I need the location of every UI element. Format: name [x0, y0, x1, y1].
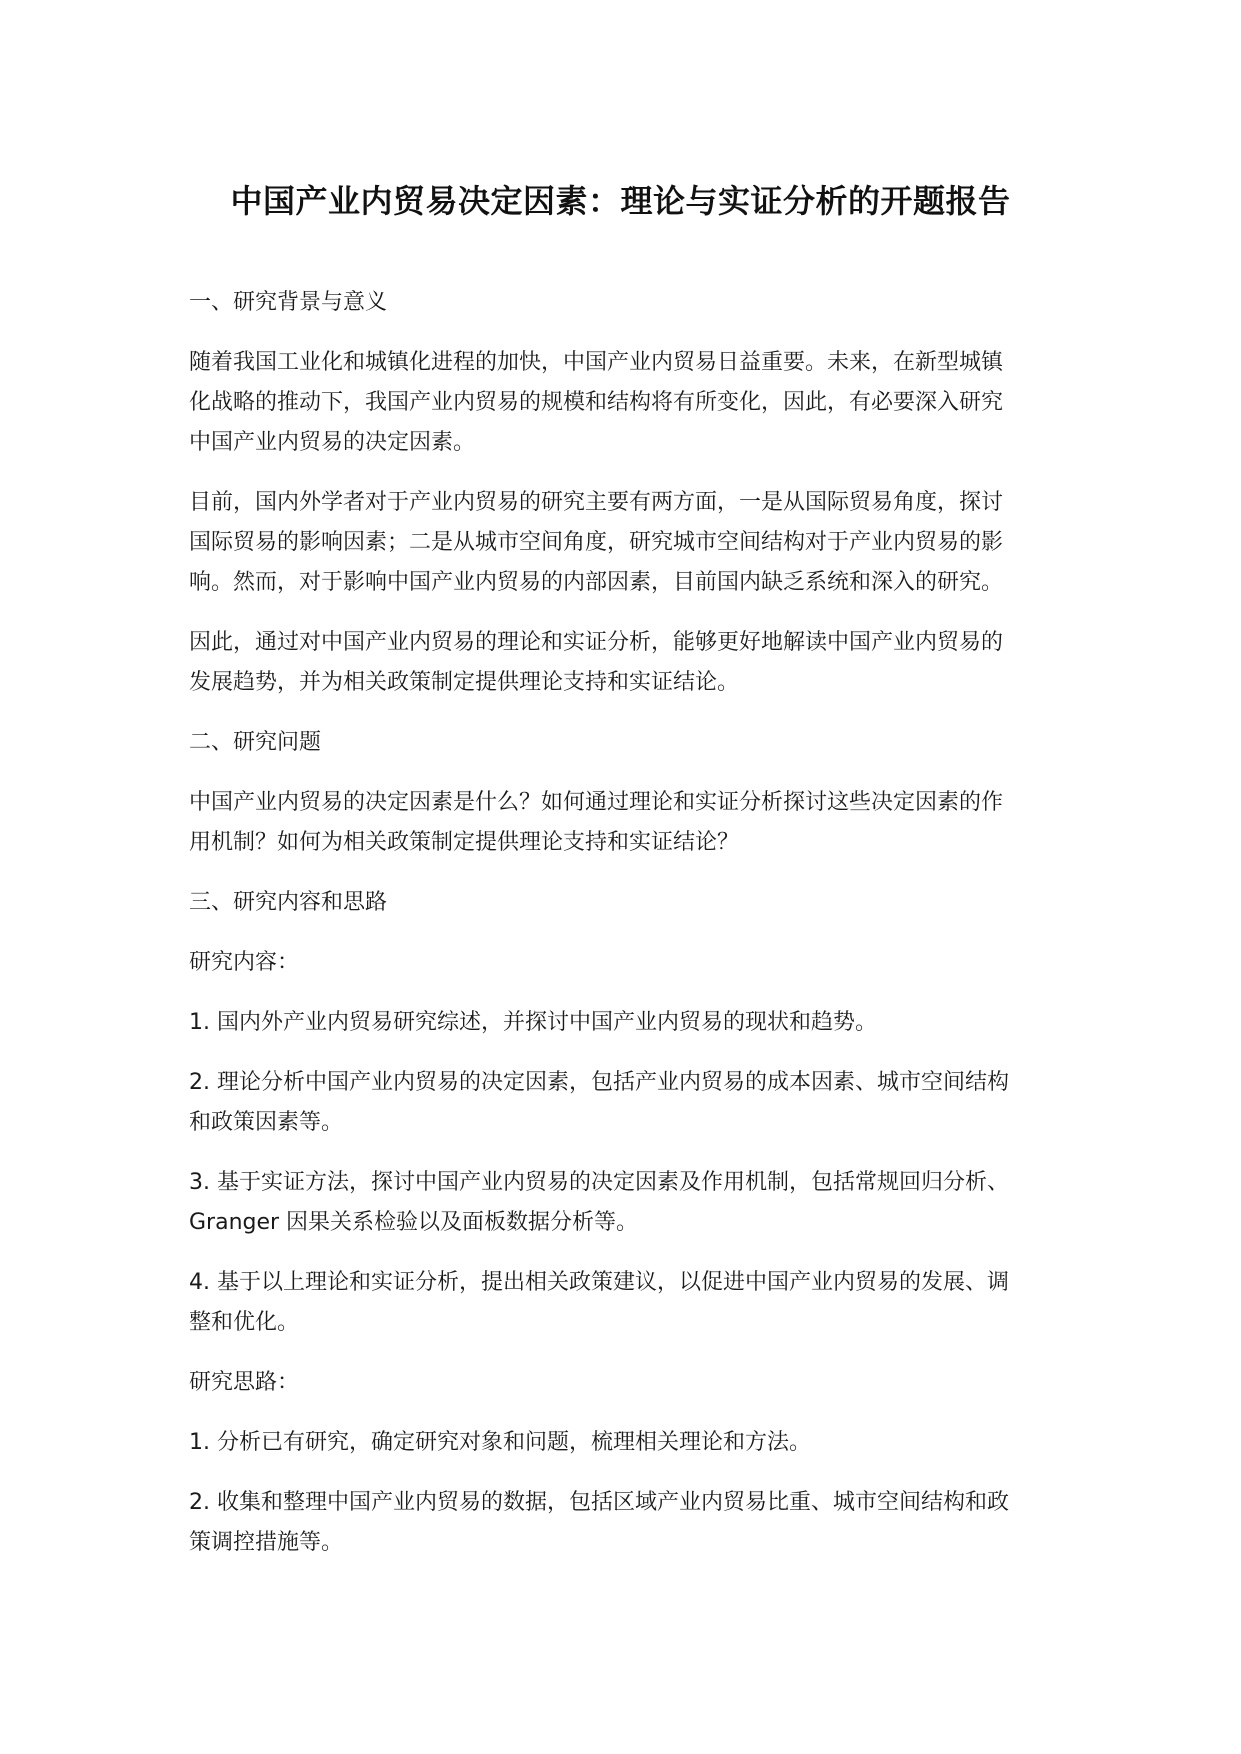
subheading-research-content	[189, 943, 1047, 983]
content-item-3	[189, 1163, 1047, 1243]
text-line: Granger 因果关系检验以及面板数据分析等。	[189, 1210, 639, 1235]
content-item-1	[189, 1003, 1047, 1043]
text-line: 整和优化。	[189, 1310, 300, 1335]
text-line: 4. 基于以上理论和实证分析，提出相关政策建议，以促进中国产业内贸易的发展、调	[189, 1270, 1009, 1295]
text-line: 中国产业内贸易的决定因素。	[189, 430, 476, 455]
text-line: 因此，通过对中国产业内贸易的理论和实证分析，能够更好地解读中国产业内贸易的	[189, 630, 1004, 655]
text-line: 三、研究内容和思路	[189, 890, 388, 915]
paragraph-background-1	[189, 343, 1047, 463]
text-line: 一、研究背景与意义	[189, 290, 388, 315]
content-item-4	[189, 1263, 1047, 1343]
text-line: 2. 收集和整理中国产业内贸易的数据，包括区域产业内贸易比重、城市空间结构和政	[189, 1490, 1009, 1515]
text-line: 和政策因素等。	[189, 1110, 344, 1135]
content-item-2	[189, 1063, 1047, 1143]
approach-item-1	[189, 1423, 1047, 1463]
paragraph-background-2	[189, 483, 1047, 603]
text-line: 研究思路：	[189, 1370, 300, 1395]
text-line: 3. 基于实证方法，探讨中国产业内贸易的决定因素及作用机制，包括常规回归分析、	[189, 1170, 1009, 1195]
text-line: 发展趋势，并为相关政策制定提供理论支持和实证结论。	[189, 670, 740, 695]
approach-item-2	[189, 1483, 1047, 1563]
paragraph-background-3	[189, 623, 1047, 703]
text-line: 目前，国内外学者对于产业内贸易的研究主要有两方面，一是从国际贸易角度，探讨	[189, 490, 1004, 515]
text-line: 国际贸易的影响因素；二是从城市空间角度，研究城市空间结构对于产业内贸易的影	[189, 530, 1004, 555]
text-line: 策调控措施等。	[189, 1530, 344, 1555]
text-line: 中国产业内贸易的决定因素是什么？如何通过理论和实证分析探讨这些决定因素的作	[189, 790, 1004, 815]
text-line: 研究内容：	[189, 950, 300, 975]
text-line: 随着我国工业化和城镇化进程的加快，中国产业内贸易日益重要。未来，在新型城镇	[189, 350, 1004, 375]
text-line: 1. 国内外产业内贸易研究综述，并探讨中国产业内贸易的现状和趋势。	[189, 1010, 877, 1035]
paragraph-questions	[189, 783, 1047, 863]
subheading-research-approach	[189, 1363, 1047, 1403]
document-title: 中国产业内贸易决定因素：理论与实证分析的开题报告	[230, 182, 1011, 220]
section-heading-questions	[189, 723, 1047, 763]
text-line: 用机制？如何为相关政策制定提供理论支持和实证结论？	[189, 830, 740, 855]
section-heading-content	[189, 883, 1047, 923]
text-line: 响。然而，对于影响中国产业内贸易的内部因素，目前国内缺乏系统和深入的研究。	[189, 570, 1004, 595]
text-line: 1. 分析已有研究，确定研究对象和问题，梳理相关理论和方法。	[189, 1430, 811, 1455]
text-line: 化战略的推动下，我国产业内贸易的规模和结构将有所变化，因此，有必要深入研究	[189, 390, 1004, 415]
text-line: 二、研究问题	[189, 730, 322, 755]
section-heading-background	[189, 283, 1047, 323]
text-line: 2. 理论分析中国产业内贸易的决定因素，包括产业内贸易的成本因素、城市空间结构	[189, 1070, 1009, 1095]
